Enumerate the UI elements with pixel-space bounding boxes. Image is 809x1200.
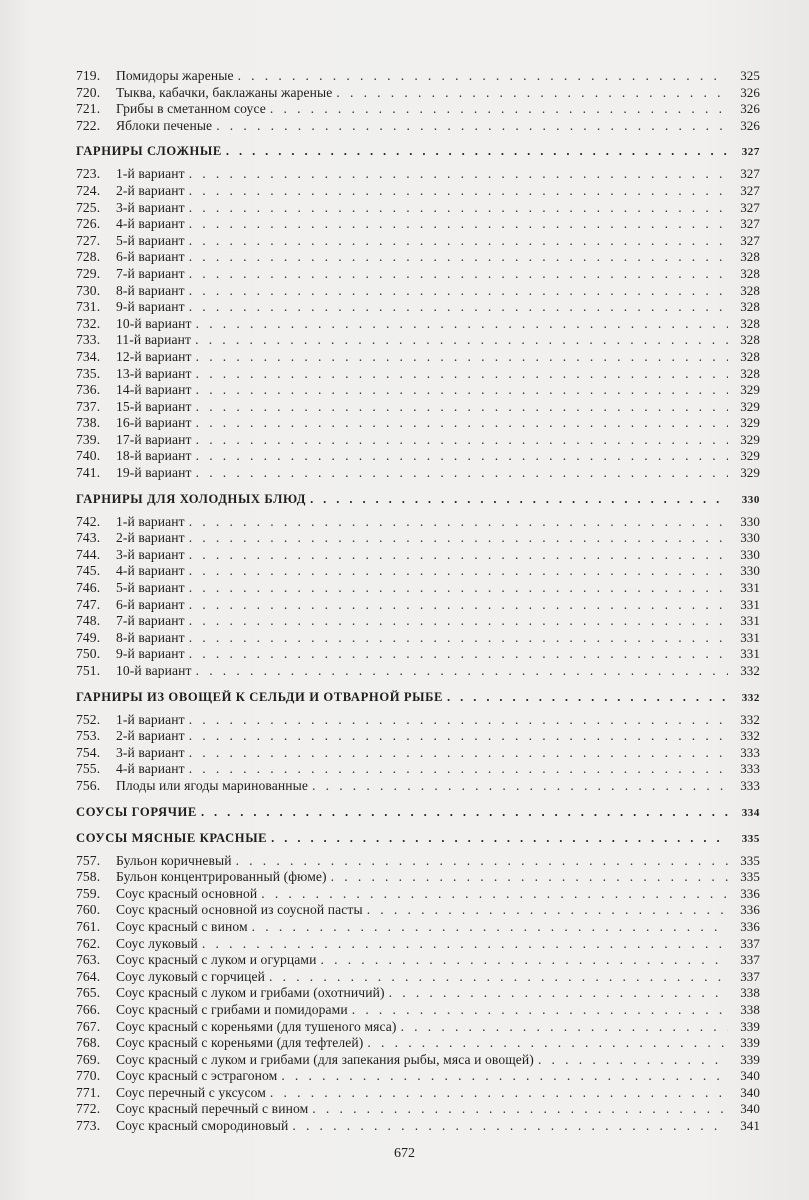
dot-leader — [189, 266, 728, 283]
recipe-number: 735. — [76, 365, 101, 381]
dot-leader — [447, 689, 728, 706]
recipe-page-number: 336 — [740, 918, 760, 934]
toc-entry — [76, 919, 760, 936]
section-page-number: 327 — [741, 146, 760, 159]
recipe-number: 757. — [76, 852, 101, 868]
recipe-page-number: 327 — [740, 216, 760, 232]
recipe-title: 10-й вариант — [116, 315, 192, 331]
toc-entry — [76, 936, 760, 953]
toc-entry — [76, 597, 760, 614]
toc-entry — [76, 902, 760, 919]
toc-entry — [76, 728, 760, 745]
recipe-page-number: 328 — [740, 365, 760, 381]
recipe-title: Грибы в сметанном соусе — [116, 101, 266, 117]
recipe-page-number: 331 — [740, 629, 760, 645]
toc-entry — [76, 233, 760, 250]
recipe-number: 760. — [76, 902, 101, 918]
recipe-page-number: 332 — [740, 663, 760, 678]
recipe-number: 725. — [76, 199, 101, 215]
dot-leader — [189, 166, 728, 183]
recipe-page-number: 339 — [740, 1018, 760, 1034]
toc-entry — [76, 952, 760, 969]
toc-section-heading — [76, 804, 760, 821]
recipe-title: 6-й вариант — [116, 596, 185, 612]
table-of-contents — [76, 68, 760, 1135]
dot-leader — [189, 249, 728, 266]
recipe-page-number: 339 — [740, 1051, 760, 1067]
toc-entry — [76, 68, 760, 85]
toc-entry — [76, 85, 760, 102]
recipe-page-number: 340 — [740, 1084, 760, 1100]
recipe-number: 754. — [76, 744, 101, 760]
recipe-page-number: 329 — [740, 398, 760, 414]
recipe-page-number: 330 — [740, 546, 760, 562]
recipe-number: 751. — [76, 663, 101, 678]
dot-leader — [189, 745, 728, 762]
recipe-title: 19-й вариант — [116, 465, 192, 481]
recipe-title: 16-й вариант — [116, 415, 192, 431]
recipe-number: 720. — [76, 84, 101, 100]
toc-entry — [76, 1101, 760, 1118]
recipe-number: 768. — [76, 1035, 101, 1051]
dot-leader — [270, 1085, 728, 1102]
recipe-number: 765. — [76, 985, 101, 1001]
recipe-title: Тыква, кабачки, баклажаны жареные — [116, 84, 333, 100]
recipe-number: 727. — [76, 232, 101, 248]
recipe-page-number: 335 — [740, 852, 760, 868]
recipe-page-number: 333 — [740, 777, 760, 793]
recipe-page-number: 328 — [740, 299, 760, 315]
dot-leader — [189, 580, 728, 597]
recipe-number: 750. — [76, 646, 101, 662]
recipe-number: 739. — [76, 431, 101, 447]
toc-entry — [76, 761, 760, 778]
recipe-title: Соус перечный с уксусом — [116, 1084, 266, 1100]
dot-leader — [196, 382, 728, 399]
recipe-number: 731. — [76, 299, 101, 315]
recipe-page-number: 338 — [740, 1001, 760, 1017]
recipe-title: Бульон коричневый — [116, 852, 232, 868]
recipe-title: Соус красный смородиновый — [116, 1118, 289, 1134]
dot-leader — [538, 1052, 728, 1069]
recipe-number: 773. — [76, 1118, 101, 1134]
dot-leader — [401, 1019, 728, 1036]
dot-leader — [331, 869, 728, 886]
section-title: ГАРНИРЫ ИЗ ОВОЩЕЙ К СЕЛЬДИ И ОТВАРНОЙ РЫБЕ — [76, 689, 444, 704]
recipe-number: 746. — [76, 580, 101, 596]
dot-leader — [202, 936, 728, 953]
recipe-title: Бульон концентрированный (фюме) — [116, 869, 327, 885]
recipe-page-number: 340 — [740, 1068, 760, 1084]
recipe-title: 6-й вариант — [116, 249, 185, 265]
recipe-page-number: 327 — [740, 199, 760, 215]
toc-entry — [76, 613, 760, 630]
recipe-number: 743. — [76, 530, 101, 546]
dot-leader — [292, 1118, 728, 1135]
recipe-page-number: 328 — [740, 348, 760, 364]
toc-entry — [76, 1068, 760, 1085]
recipe-title: 12-й вариант — [116, 348, 192, 364]
toc-entry — [76, 266, 760, 283]
toc-entry — [76, 465, 760, 482]
toc-entry — [76, 1118, 760, 1135]
recipe-page-number: 337 — [740, 968, 760, 984]
toc-entry — [76, 118, 760, 135]
dot-leader — [226, 143, 728, 160]
toc-entry — [76, 778, 760, 795]
toc-entry — [76, 563, 760, 580]
recipe-number: 722. — [76, 117, 101, 133]
recipe-number: 744. — [76, 546, 101, 562]
toc-section-heading — [76, 491, 760, 508]
recipe-page-number: 330 — [740, 563, 760, 579]
recipe-title: 1-й вариант — [116, 513, 185, 529]
recipe-number: 764. — [76, 968, 101, 984]
recipe-page-number: 331 — [740, 596, 760, 612]
recipe-page-number: 327 — [740, 166, 760, 182]
recipe-number: 721. — [76, 101, 101, 117]
toc-entry — [76, 249, 760, 266]
section-page-number: 334 — [741, 806, 760, 819]
dot-leader — [196, 366, 728, 383]
section-page-number: 330 — [741, 493, 760, 506]
toc-entry — [76, 712, 760, 729]
toc-entry — [76, 580, 760, 597]
recipe-number: 745. — [76, 563, 101, 579]
recipe-title: 2-й вариант — [116, 530, 185, 546]
recipe-title: Соус красный основной — [116, 885, 258, 901]
dot-leader — [189, 630, 728, 647]
recipe-page-number: 329 — [740, 382, 760, 398]
recipe-title: Соус красный с кореньями (для тушеного мяса) — [116, 1018, 397, 1034]
recipe-number: 734. — [76, 348, 101, 364]
recipe-number: 767. — [76, 1018, 101, 1034]
toc-entry — [76, 514, 760, 531]
recipe-number: 726. — [76, 216, 101, 232]
recipe-number: 761. — [76, 918, 101, 934]
dot-leader — [270, 101, 728, 118]
recipe-number: 770. — [76, 1068, 101, 1084]
recipe-page-number: 327 — [740, 182, 760, 198]
recipe-title: Соус красный с эстрагоном — [116, 1068, 278, 1084]
toc-entry — [76, 1019, 760, 1036]
recipe-title: Соус луковый с горчицей — [116, 968, 266, 984]
recipe-title: 8-й вариант — [116, 629, 185, 645]
dot-leader — [236, 853, 728, 870]
dot-leader — [196, 432, 728, 449]
toc-entry — [76, 283, 760, 300]
toc-entry — [76, 1052, 760, 1069]
recipe-number: 740. — [76, 448, 101, 464]
recipe-number: 719. — [76, 68, 101, 83]
recipe-number: 749. — [76, 629, 101, 645]
dot-leader — [367, 902, 728, 919]
recipe-number: 762. — [76, 935, 101, 951]
recipe-number: 732. — [76, 315, 101, 331]
recipe-title: 15-й вариант — [116, 398, 192, 414]
recipe-title: Соус луковый — [116, 935, 198, 951]
recipe-title: Соус красный с луком и грибами (охотничий) — [116, 985, 385, 1001]
dot-leader — [189, 216, 728, 233]
recipe-number: 763. — [76, 952, 101, 968]
dot-leader — [189, 712, 728, 729]
recipe-title: 14-й вариант — [116, 382, 192, 398]
recipe-number: 758. — [76, 869, 101, 885]
page-number: 672 — [394, 1146, 415, 1161]
section-page-number: 332 — [741, 691, 760, 704]
recipe-page-number: 330 — [740, 513, 760, 529]
recipe-title: 7-й вариант — [116, 265, 185, 281]
recipe-page-number: 328 — [740, 265, 760, 281]
recipe-number: 723. — [76, 166, 101, 182]
recipe-page-number: 335 — [740, 869, 760, 885]
recipe-page-number: 336 — [740, 902, 760, 918]
recipe-number: 753. — [76, 728, 101, 744]
recipe-number: 771. — [76, 1084, 101, 1100]
dot-leader — [336, 85, 728, 102]
dot-leader — [189, 200, 728, 217]
dot-leader — [201, 804, 728, 821]
recipe-title: 3-й вариант — [116, 546, 185, 562]
dot-leader — [321, 952, 728, 969]
recipe-number: 747. — [76, 596, 101, 612]
dot-leader — [312, 1101, 728, 1118]
recipe-title: 9-й вариант — [116, 299, 185, 315]
recipe-page-number: 325 — [740, 68, 760, 83]
dot-leader — [189, 613, 728, 630]
section-title: ГАРНИРЫ ДЛЯ ХОЛОДНЫХ БЛЮД — [76, 491, 307, 506]
dot-leader — [252, 919, 728, 936]
toc-entry — [76, 166, 760, 183]
recipe-page-number: 329 — [740, 415, 760, 431]
toc-entry — [76, 745, 760, 762]
toc-entry — [76, 415, 760, 432]
recipe-page-number: 330 — [740, 530, 760, 546]
recipe-page-number: 336 — [740, 885, 760, 901]
recipe-page-number: 337 — [740, 952, 760, 968]
dot-leader — [196, 448, 728, 465]
toc-section-heading — [76, 689, 760, 706]
dot-leader — [189, 514, 728, 531]
recipe-title: Помидоры жареные — [116, 68, 234, 83]
recipe-page-number: 329 — [740, 431, 760, 447]
toc-entry — [76, 332, 760, 349]
dot-leader — [269, 969, 728, 986]
toc-entry — [76, 432, 760, 449]
dot-leader — [216, 118, 728, 135]
dot-leader — [189, 728, 728, 745]
recipe-page-number: 328 — [740, 282, 760, 298]
recipe-number: 738. — [76, 415, 101, 431]
toc-entry — [76, 530, 760, 547]
dot-leader — [271, 830, 728, 847]
recipe-number: 769. — [76, 1051, 101, 1067]
recipe-title: 2-й вариант — [116, 728, 185, 744]
dot-leader — [195, 332, 728, 349]
dot-leader — [367, 1035, 728, 1052]
dot-leader — [310, 491, 728, 508]
dot-leader — [189, 646, 728, 663]
recipe-title: Соус красный основной из соусной пасты — [116, 902, 363, 918]
recipe-title: 10-й вариант — [116, 663, 192, 678]
recipe-page-number: 333 — [740, 761, 760, 777]
recipe-title: Соус красный с вином — [116, 918, 248, 934]
toc-entry — [76, 869, 760, 886]
dot-leader — [189, 761, 728, 778]
recipe-page-number: 333 — [740, 744, 760, 760]
recipe-title: 7-й вариант — [116, 613, 185, 629]
toc-entry — [76, 853, 760, 870]
recipe-number: 752. — [76, 711, 101, 727]
dot-leader — [189, 597, 728, 614]
dot-leader — [189, 299, 728, 316]
toc-section-heading — [76, 830, 760, 847]
recipe-page-number: 327 — [740, 232, 760, 248]
recipe-page-number: 341 — [740, 1118, 760, 1134]
recipe-title: 17-й вариант — [116, 431, 192, 447]
toc-entry — [76, 985, 760, 1002]
dot-leader — [238, 68, 728, 85]
recipe-number: 755. — [76, 761, 101, 777]
recipe-title: 11-й вариант — [116, 332, 192, 348]
recipe-title: 4-й вариант — [116, 563, 185, 579]
recipe-number: 741. — [76, 465, 101, 481]
recipe-number: 756. — [76, 777, 101, 793]
section-title: ГАРНИРЫ СЛОЖНЫЕ — [76, 144, 222, 159]
recipe-title: 5-й вариант — [116, 232, 185, 248]
recipe-page-number: 328 — [740, 249, 760, 265]
dot-leader — [312, 778, 728, 795]
toc-entry — [76, 299, 760, 316]
toc-entry — [76, 349, 760, 366]
recipe-page-number: 326 — [740, 117, 760, 133]
recipe-page-number: 332 — [740, 728, 760, 744]
toc-entry — [76, 399, 760, 416]
recipe-page-number: 332 — [740, 711, 760, 727]
recipe-title: 18-й вариант — [116, 448, 192, 464]
dot-leader — [281, 1068, 728, 1085]
toc-entry — [76, 969, 760, 986]
dot-leader — [261, 886, 728, 903]
recipe-title: Плоды или ягоды маринованные — [116, 777, 309, 793]
recipe-page-number: 337 — [740, 935, 760, 951]
recipe-title: 4-й вариант — [116, 761, 185, 777]
recipe-number: 729. — [76, 265, 101, 281]
dot-leader — [196, 349, 728, 366]
recipe-page-number: 339 — [740, 1035, 760, 1051]
toc-entry — [76, 316, 760, 333]
dot-leader — [196, 415, 728, 432]
toc-entry — [76, 646, 760, 663]
dot-leader — [389, 985, 728, 1002]
section-title: СОУСЫ ГОРЯЧИЕ — [76, 804, 197, 819]
toc-entry — [76, 216, 760, 233]
recipe-title: 3-й вариант — [116, 199, 185, 215]
recipe-page-number: 338 — [740, 985, 760, 1001]
recipe-title: Соус красный с кореньями (для тефтелей) — [116, 1035, 364, 1051]
recipe-page-number: 340 — [740, 1101, 760, 1117]
toc-entry — [76, 1085, 760, 1102]
recipe-number: 748. — [76, 613, 101, 629]
recipe-title: 8-й вариант — [116, 282, 185, 298]
recipe-title: Яблоки печеные — [116, 117, 213, 133]
recipe-title: 1-й вариант — [116, 711, 185, 727]
recipe-page-number: 329 — [740, 448, 760, 464]
toc-entry — [76, 1002, 760, 1019]
toc-entry — [76, 547, 760, 564]
dot-leader — [196, 465, 728, 482]
recipe-title: 4-й вариант — [116, 216, 185, 232]
section-page-number: 335 — [741, 832, 760, 845]
recipe-title: Соус красный с луком и грибами (для запекания рыбы, мяса и овощей) — [116, 1051, 534, 1067]
recipe-page-number: 328 — [740, 332, 760, 348]
toc-entry — [76, 200, 760, 217]
toc-entry — [76, 663, 760, 680]
dot-leader — [189, 183, 728, 200]
recipe-number: 730. — [76, 282, 101, 298]
recipe-title: Соус красный с луком и огурцами — [116, 952, 317, 968]
dot-leader — [196, 663, 728, 680]
dot-leader — [196, 316, 728, 333]
recipe-number: 724. — [76, 182, 101, 198]
recipe-title: 2-й вариант — [116, 182, 185, 198]
section-title: СОУСЫ МЯСНЫЕ КРАСНЫЕ — [76, 830, 268, 845]
recipe-title: 1-й вариант — [116, 166, 185, 182]
recipe-page-number: 326 — [740, 101, 760, 117]
recipe-number: 733. — [76, 332, 101, 348]
recipe-title: Соус красный с грибами и помидорами — [116, 1001, 348, 1017]
toc-entry — [76, 886, 760, 903]
toc-entry — [76, 1035, 760, 1052]
dot-leader — [196, 399, 728, 416]
toc-entry — [76, 448, 760, 465]
recipe-number: 737. — [76, 398, 101, 414]
recipe-number: 766. — [76, 1001, 101, 1017]
recipe-title: 9-й вариант — [116, 646, 185, 662]
recipe-page-number: 331 — [740, 646, 760, 662]
recipe-page-number: 331 — [740, 613, 760, 629]
dot-leader — [189, 530, 728, 547]
dot-leader — [189, 233, 728, 250]
toc-entry — [76, 366, 760, 383]
recipe-number: 759. — [76, 885, 101, 901]
recipe-page-number: 329 — [740, 465, 760, 481]
toc-section-heading — [76, 143, 760, 160]
recipe-number: 728. — [76, 249, 101, 265]
toc-entry — [76, 101, 760, 118]
recipe-number: 772. — [76, 1101, 101, 1117]
recipe-number: 742. — [76, 513, 101, 529]
recipe-page-number: 326 — [740, 84, 760, 100]
recipe-title: Соус красный перечный с вином — [116, 1101, 309, 1117]
recipe-title: 3-й вариант — [116, 744, 185, 760]
toc-entry — [76, 382, 760, 399]
recipe-title: 13-й вариант — [116, 365, 192, 381]
dot-leader — [189, 283, 728, 300]
recipe-page-number: 331 — [740, 580, 760, 596]
recipe-number: 736. — [76, 382, 101, 398]
dot-leader — [189, 563, 728, 580]
recipe-page-number: 328 — [740, 315, 760, 331]
dot-leader — [352, 1002, 728, 1019]
toc-entry — [76, 183, 760, 200]
recipe-title: 5-й вариант — [116, 580, 185, 596]
dot-leader — [189, 547, 728, 564]
toc-entry — [76, 630, 760, 647]
